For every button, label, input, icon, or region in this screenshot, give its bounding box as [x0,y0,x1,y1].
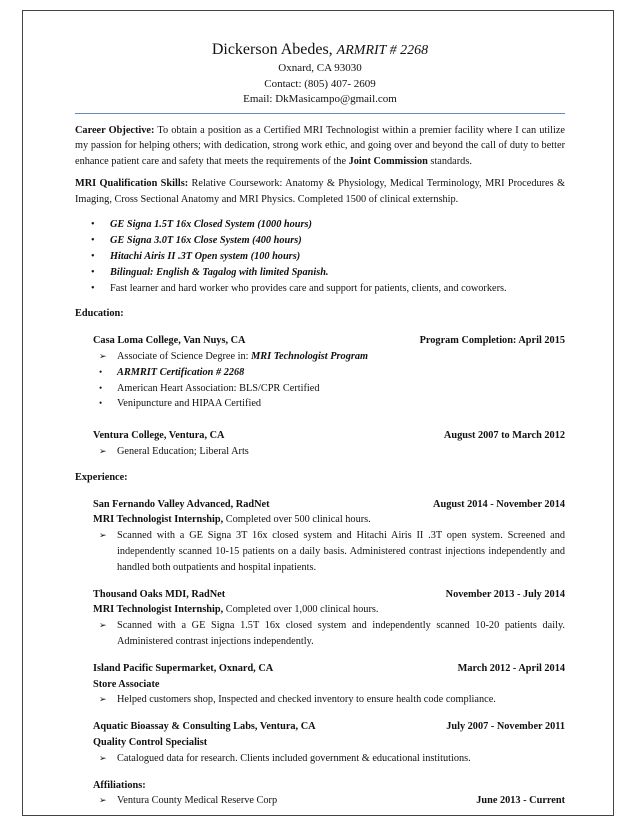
job-title: MRI Technologist Internship, Completed over 500 clinical hours. [93,514,371,526]
job-title: Quality Control Specialist [93,737,208,748]
affiliations-heading: Affiliations: [93,779,146,791]
career-objective [75,123,565,170]
employer-name: Thousand Oaks MDI, RadNet [93,588,226,600]
arrow-bullet-icon: ➢ [99,446,107,457]
bullet-dot-icon: • [99,366,103,377]
bullet-dot-icon: • [91,235,95,247]
email: Email: DkMasicampo@gmail.com [243,93,397,105]
list-item: • Hitachi Airis II .3T Open system (100 hours) [75,249,565,265]
experience-entry [75,719,565,766]
candidate-name: Dickerson Abedes, [211,41,333,58]
experience-entry [75,661,565,708]
education-entry [75,428,565,460]
arrow-bullet-icon: ➢ [99,351,107,362]
experience-heading: Experience: [75,471,128,483]
employer-name: Aquatic Bioassay & Consulting Labs, Ventura, CA [93,721,316,733]
school-name: Ventura College, Ventura, CA [93,430,225,442]
education-date: August 2007 to March 2012 [443,430,565,442]
affiliation-name: Ventura County Medical Reserve Corp [117,795,278,807]
bullet-dot-icon: • [91,251,95,263]
experience-entry [75,497,565,576]
affiliation-date: June 2013 - Current [476,795,565,807]
name-line [75,40,565,61]
list-item: • Fast learner and hard worker who provides care and support for patients, clients, and coworkers. [75,281,565,297]
employer-name: Island Pacific Supermarket, Oxnard, CA [93,662,274,674]
qualification-text: Relative Coursework: Anatomy & Physiology, Medical Terminology, MRI Procedures & Imaging, Cross Sectional Anatomy and MRI Physics. Completed 1500 of clinical externship. [75,177,565,205]
qualification-skills [75,176,565,208]
header-divider [75,113,565,114]
employment-date: July 2007 - November 2011 [446,721,565,733]
job-title: MRI Technologist Internship, Completed over 1,000 clinical hours. [93,604,379,616]
education-entry [75,333,565,412]
bullet-dot-icon: • [91,282,95,294]
objective-tail: standards. [427,156,472,168]
employer-name: San Fernando Valley Advanced, RadNet [93,498,270,510]
experience-entry [75,587,565,650]
address: Oxnard, CA 93030 [278,62,362,74]
list-item: • GE Signa 3.0T 16x Close System (400 hours) [75,233,565,249]
bullet-dot-icon: • [99,382,103,393]
objective-highlight: Joint Commission [348,156,428,168]
bullet-dot-icon: • [91,219,95,231]
affiliations-section [75,778,565,810]
arrow-bullet-icon: ➢ [99,530,107,541]
bullet-dot-icon: • [91,266,95,278]
list-item: ➢ Scanned with a GE Signa 1.5T 16x closed system and independently scanned 10-20 patients daily. Administered contrast injections independently. [99,620,565,648]
school-name: Casa Loma College, Van Nuys, CA [93,335,246,347]
list-item: ➢ Helped customers shop, Inspected and checked inventory to ensure health code compliance. [93,692,565,708]
objective-label: Career Objective: [75,124,155,136]
job-title: Store Associate [93,678,160,690]
qualification-label: MRI Qualification Skills: [75,177,189,189]
list-item: • Venipuncture and HIPAA Certified [93,396,565,412]
list-item: • American Heart Association: BLS/CPR Certified [93,381,565,397]
resume-document [75,40,565,809]
list-item [93,793,565,809]
list-item: ➢ Associate of Science Degree in: MRI Technologist Program [93,349,565,365]
education-heading: Education: [75,308,124,320]
arrow-bullet-icon: ➢ [99,795,107,806]
list-item: ➢ General Education; Liberal Arts [93,444,565,460]
list-item: ➢ Catalogued data for research. Clients included government & educational institutions. [93,751,565,767]
objective-text: To obtain a position as a Certified MRI Technologist within a premier facility where I can utilize my passion for helping others; with dedication, strong work ethic, and going over and beyond the call of duty to better enhance patient care and safety that meets the requirements of the [75,124,565,168]
arrow-bullet-icon: ➢ [99,620,107,631]
employment-date: August 2014 - November 2014 [433,498,565,510]
employment-date: March 2012 - April 2014 [457,662,565,674]
education-date: Program Completion: April 2015 [419,335,565,347]
bullet-dot-icon: • [99,398,103,409]
resume-header [75,40,565,108]
armrit-number: ARMRIT # 2268 [336,43,429,58]
list-item: • GE Signa 1.5T 16x Closed System (1000 hours) [75,217,565,233]
employment-date: November 2013 - July 2014 [445,588,565,600]
arrow-bullet-icon: ➢ [99,694,107,705]
list-item: ➢ Scanned with a GE Signa 3T 16x closed system and Hitachi Airis II .3T open system. Screened and independently scanned 10-15 patients on a daily basis. Administered contrast injections independently and handled both outpatients and hospital inpatients. [99,530,565,573]
list-item: • Bilingual: English & Tagalog with limited Spanish. [75,265,565,281]
arrow-bullet-icon: ➢ [99,752,107,763]
skills-list [75,217,565,296]
phone: Contact: (805) 407- 2609 [264,77,376,90]
list-item: • ARMRIT Certification # 2268 [93,365,565,381]
